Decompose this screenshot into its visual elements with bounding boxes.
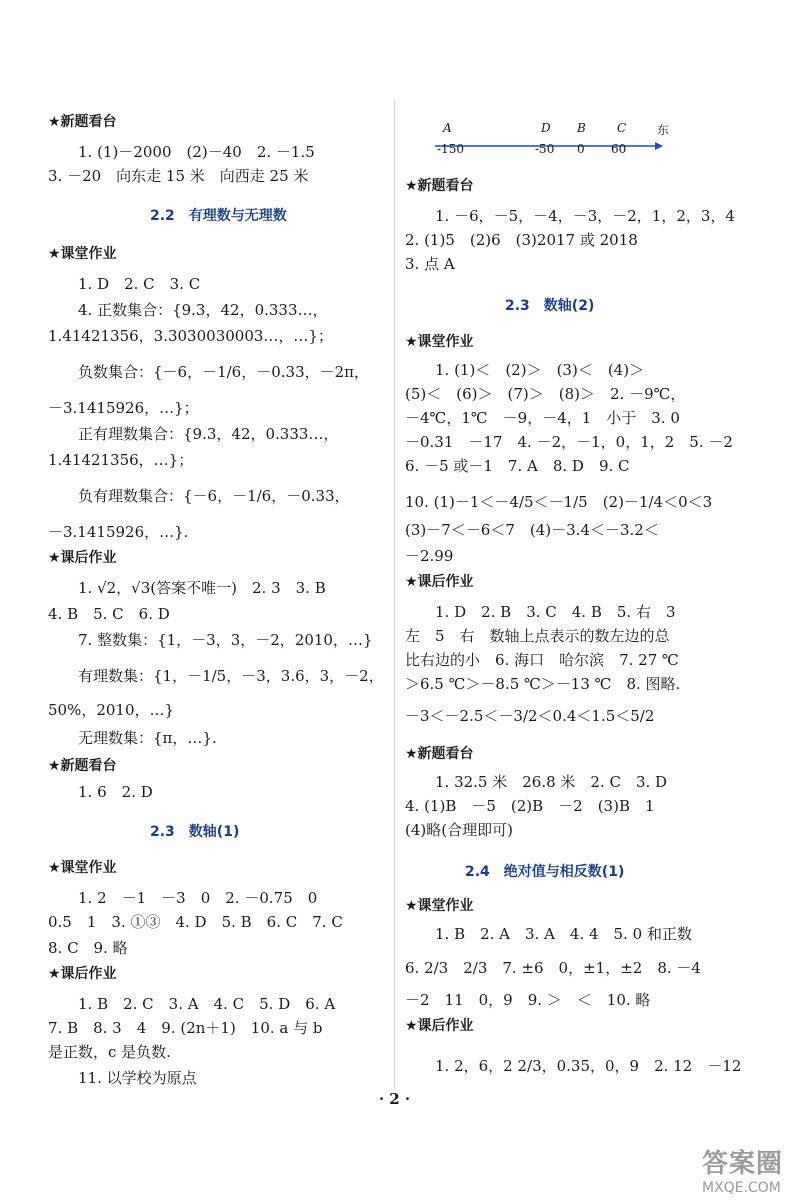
- answer-line: 6. －5 或－1 7. A 8. D 9. C: [405, 457, 630, 475]
- answer-line: －3＜－2.5＜－3/2＜0.4＜1.5＜5/2: [405, 707, 655, 725]
- section-header-kehou: ★课后作业: [405, 574, 474, 590]
- section-header-ketang: ★课堂作业: [48, 860, 117, 876]
- answer-line: 1. B 2. A 3. A 4. 4 5. 0 和正数: [435, 925, 692, 943]
- number-line: [395, 118, 789, 162]
- section-header-xinti: ★新题看台: [405, 178, 474, 194]
- answer-line: ＞6.5 ℃＞－8.5 ℃＞－13 ℃ 8. 图略.: [405, 675, 681, 693]
- section-header-ketang: ★课堂作业: [405, 334, 474, 350]
- answer-line: －3.1415926，…}；: [48, 399, 199, 417]
- number-line-label: A: [443, 121, 452, 135]
- answer-line: 负数集合：{－6，－1/6，－0.33，－2π，: [78, 363, 370, 381]
- answer-line: 有理数集：{1，－1/5，－3，3.6，3，－2，: [78, 667, 384, 685]
- answer-line: 正有理数集合：{9.3，42，0.333…，: [78, 425, 339, 443]
- answer-line: 4. (1)B －5 (2)B －2 (3)B 1: [405, 797, 655, 815]
- answer-line: 2. (1)5 (2)6 (3)2017 或 2018: [405, 231, 638, 249]
- answer-line: 1. D 2. B 3. C 4. B 5. 右 3: [435, 603, 676, 621]
- section-title: 2.4 绝对值与相反数(1): [465, 864, 625, 880]
- answer-line: －0.31 －17 4. －2，－1，0，1，2 5. －2: [405, 433, 733, 451]
- number-line-value: -150: [437, 142, 464, 156]
- section-title: 2.3 数轴(1): [150, 824, 240, 840]
- watermark-url: MXQE.COM: [701, 1180, 781, 1196]
- number-line-label: B: [577, 121, 586, 135]
- answer-line: 1. 6 2. D: [78, 783, 153, 801]
- answer-line: 1. B 2. C 3. A 4. C 5. D 6. A: [78, 995, 336, 1013]
- answer-line: 1. 2 －1 －3 0 2. －0.75 0: [78, 889, 318, 907]
- section-header-kehou: ★课后作业: [48, 966, 117, 982]
- section-title: 2.2 有理数与无理数: [150, 208, 287, 224]
- answer-line: －2.99: [405, 547, 454, 565]
- answer-line: 7. B 8. 3 4 9. (2n＋1) 10. a 与 b: [48, 1019, 323, 1037]
- answer-line: 11. 以学校为原点: [78, 1069, 197, 1087]
- answer-line: 1. (1)－2000 (2)－40 2. －1.5: [78, 143, 315, 161]
- number-line-value: 60: [611, 142, 627, 156]
- answer-line: 比右边的小 6. 海口 哈尔滨 7. 27 ℃: [405, 651, 679, 669]
- number-line-direction-label: 东: [657, 123, 670, 137]
- answer-line: 1. √2，√3(答案不唯一) 2. 3 3. B: [78, 579, 326, 597]
- watermark-logo: [702, 1143, 783, 1196]
- page-number: · 2 ·: [378, 1090, 411, 1108]
- answer-line: 8. C 9. 略: [48, 939, 128, 957]
- number-line-label: D: [541, 121, 551, 135]
- number-line-value: 0: [577, 142, 585, 156]
- answer-line: (4)略(合理即可): [405, 821, 513, 839]
- answer-line: 4. 正数集合：{9.3，42，0.333…，: [78, 301, 328, 319]
- section-title: 2.3 数轴(2): [505, 298, 595, 314]
- answer-line: 1. 2，6，2 2/3，0.35，0，9 2. 12 －12: [435, 1057, 742, 1075]
- answer-line: 3. 点 A: [405, 255, 455, 273]
- answer-line: (5)＜ (6)＞ (7)＞ (8)＞ 2. －9℃，: [405, 385, 686, 403]
- answer-line: 1.41421356，…}；: [48, 451, 194, 469]
- answer-line: 50%，2010，…}: [48, 701, 175, 719]
- answer-line: 1. 32.5 米 26.8 米 2. C 3. D: [435, 773, 668, 791]
- answer-line: 6. 2/3 2/3 7. ±6 0，±1，±2 8. －4: [405, 959, 701, 977]
- answer-line: 1.41421356，3.3030030003…，…}；: [48, 327, 333, 345]
- answer-line: 是正数，c 是负数.: [48, 1043, 171, 1061]
- section-header-xinti: ★新题看台: [405, 746, 474, 762]
- answer-line: －2 11 0，9 9. ＞ ＜ 10. 略: [405, 991, 651, 1009]
- answer-line: 3. －20 向东走 15 米 向西走 25 米: [48, 167, 309, 185]
- answer-line: 1. (1)＜ (2)＞ (3)＜ (4)＞: [435, 361, 645, 379]
- answer-line: 0.5 1 3. ①③ 4. D 5. B 6. C 7. C: [48, 913, 343, 931]
- answer-line: 负有理数集合：{－6，－1/6，－0.33，: [78, 487, 350, 505]
- column-divider: [394, 100, 395, 1090]
- answer-line: 10. (1)－1＜－4/5＜－1/5 (2)－1/4＜0＜3: [405, 493, 713, 511]
- number-line-value: -50: [535, 142, 555, 156]
- watermark-logo-text: 答案圈: [701, 1149, 783, 1179]
- answer-line: －3.1415926，…}.: [48, 523, 189, 541]
- answer-line: (3)－7＜－6＜7 (4)－3.4＜－3.2＜: [405, 521, 659, 539]
- answer-line: 1. －6，－5，－4，－3，－2，1，2，3，4: [435, 207, 735, 225]
- section-header-ketang: ★课堂作业: [405, 898, 474, 914]
- number-line-label: C: [617, 121, 627, 135]
- answer-line: －4℃，1℃ －9，－4，1 小于 3. 0: [405, 409, 680, 427]
- section-header-kehou: ★课后作业: [48, 550, 117, 566]
- section-header-kehou: ★课后作业: [405, 1018, 474, 1034]
- answer-line: 无理数集：{π，…}.: [78, 729, 217, 747]
- section-header-ketang: ★课堂作业: [48, 246, 117, 262]
- answer-line: 4. B 5. C 6. D: [48, 605, 170, 623]
- answer-line: 7. 整数集：{1，－3，3，－2，2010，…}: [78, 631, 373, 649]
- answer-line: 左 5 右 数轴上点表示的数左边的总: [405, 627, 670, 645]
- section-header-xinti: ★新题看台: [48, 758, 117, 774]
- answer-line: 1. D 2. C 3. C: [78, 275, 201, 293]
- section-header-xinti: ★新题看台: [48, 114, 117, 130]
